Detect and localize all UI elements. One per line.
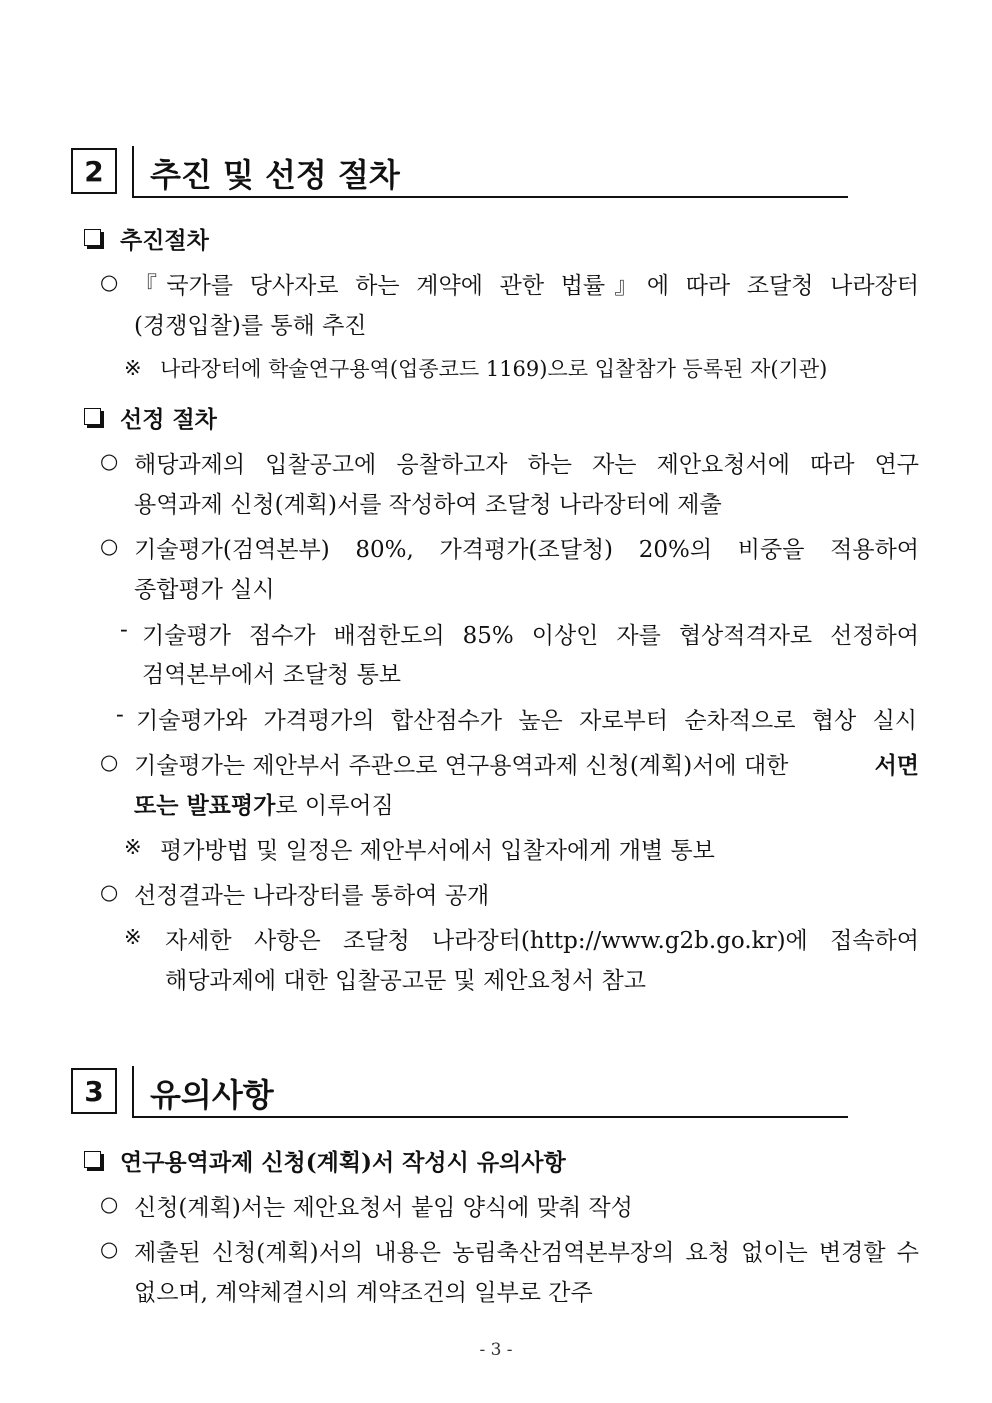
paragraph-line: 해당과제의 입찰공고에 응찰하고자 하는 자는 제안요청서에 따라 연구: [134, 452, 919, 478]
note-text: 나라장터에 학술연구용역(업종코드 1169)으로 입찰참가 등록된 자(기관): [160, 357, 828, 381]
paragraph-line: 검역본부에서 조달청 통보: [142, 662, 402, 688]
circle-bullet-icon: ○: [100, 750, 119, 774]
section-number-box: [71, 1068, 117, 1114]
paragraph-line: 기술평가와 가격평가의 합산점수가 높은 자로부터 순차적으로 협상 실시: [136, 708, 917, 734]
emphasis-text: 또는 발표평가: [134, 792, 276, 819]
subsection-heading: 추진절차: [120, 227, 209, 254]
square-bullet-icon: [84, 229, 101, 246]
paragraph-line: 『국가를 당사자로 하는 계약에 관한 법률』에 따라 조달청 나라장터: [134, 273, 919, 299]
paragraph-line: 종합평가 실시: [134, 577, 275, 603]
subsection-heading: 연구용역과제 신청(계획)서 작성시 유의사항: [120, 1149, 566, 1176]
paragraph-text: 기술평가는 제안부서 주관으로 연구용역과제 신청(계획)서에 대한: [134, 753, 789, 779]
emphasis-text: 서면: [874, 752, 919, 779]
circle-bullet-icon: ○: [100, 534, 119, 558]
section-number-box: [71, 148, 117, 194]
section-divider-vertical: [132, 1066, 134, 1118]
section-number: 2: [84, 154, 104, 188]
paragraph-line: 선정결과는 나라장터를 통하여 공개: [134, 883, 490, 909]
paragraph-line: 기술평가 점수가 배점한도의 85% 이상인 자를 협상적격자로 선정하여: [142, 623, 919, 649]
paragraph-line: [134, 787, 394, 820]
page-number: - 3 -: [479, 1340, 513, 1360]
note-mark-icon: ※: [124, 356, 142, 380]
dash-bullet-icon: -: [120, 617, 128, 643]
subsection-heading: 선정 절차: [120, 406, 217, 433]
note-mark-icon: ※: [124, 925, 142, 949]
circle-bullet-icon: ○: [100, 270, 119, 294]
section-underline: [132, 1116, 848, 1118]
square-bullet-icon: [84, 1151, 101, 1168]
circle-bullet-icon: ○: [100, 449, 119, 473]
paragraph-line: [134, 747, 919, 780]
paragraph-line: (경쟁입찰)를 통해 추진: [134, 313, 367, 339]
dash-bullet-icon: -: [116, 702, 124, 728]
paragraph-line: 없으며, 계약체결시의 계약조건의 일부로 간주: [134, 1280, 593, 1306]
note-text: 해당과제에 대한 입찰공고문 및 제안요청서 참고: [165, 968, 646, 994]
paragraph-line: 용역과제 신청(계획)서를 작성하여 조달청 나라장터에 제출: [134, 492, 722, 518]
circle-bullet-icon: ○: [100, 880, 119, 904]
paragraph-line: 제출된 신청(계획)서의 내용은 농림축산검역본부장의 요청 없이는 변경할 수: [134, 1240, 919, 1266]
section-number: 3: [84, 1074, 104, 1108]
note-mark-icon: ※: [124, 835, 142, 859]
circle-bullet-icon: ○: [100, 1192, 119, 1216]
section-underline: [132, 196, 848, 198]
paragraph-text: 로 이루어짐: [275, 793, 394, 819]
paragraph-line: 기술평가(검역본부) 80%, 가격평가(조달청) 20%의 비중을 적용하여: [134, 537, 919, 563]
square-bullet-icon: [84, 408, 101, 425]
note-text: 자세한 사항은 조달청 나라장터(http://www.g2b.go.kr)에 접속하여: [165, 928, 919, 954]
section-divider-vertical: [132, 146, 134, 198]
note-text: 평가방법 및 일정은 제안부서에서 입찰자에게 개별 통보: [160, 838, 715, 864]
section-title: 추진 및 선정 절차: [150, 156, 400, 194]
section-title: 유의사항: [150, 1076, 274, 1114]
paragraph-line: 신청(계획)서는 제안요청서 붙임 양식에 맞춰 작성: [134, 1195, 633, 1221]
circle-bullet-icon: ○: [100, 1237, 119, 1261]
